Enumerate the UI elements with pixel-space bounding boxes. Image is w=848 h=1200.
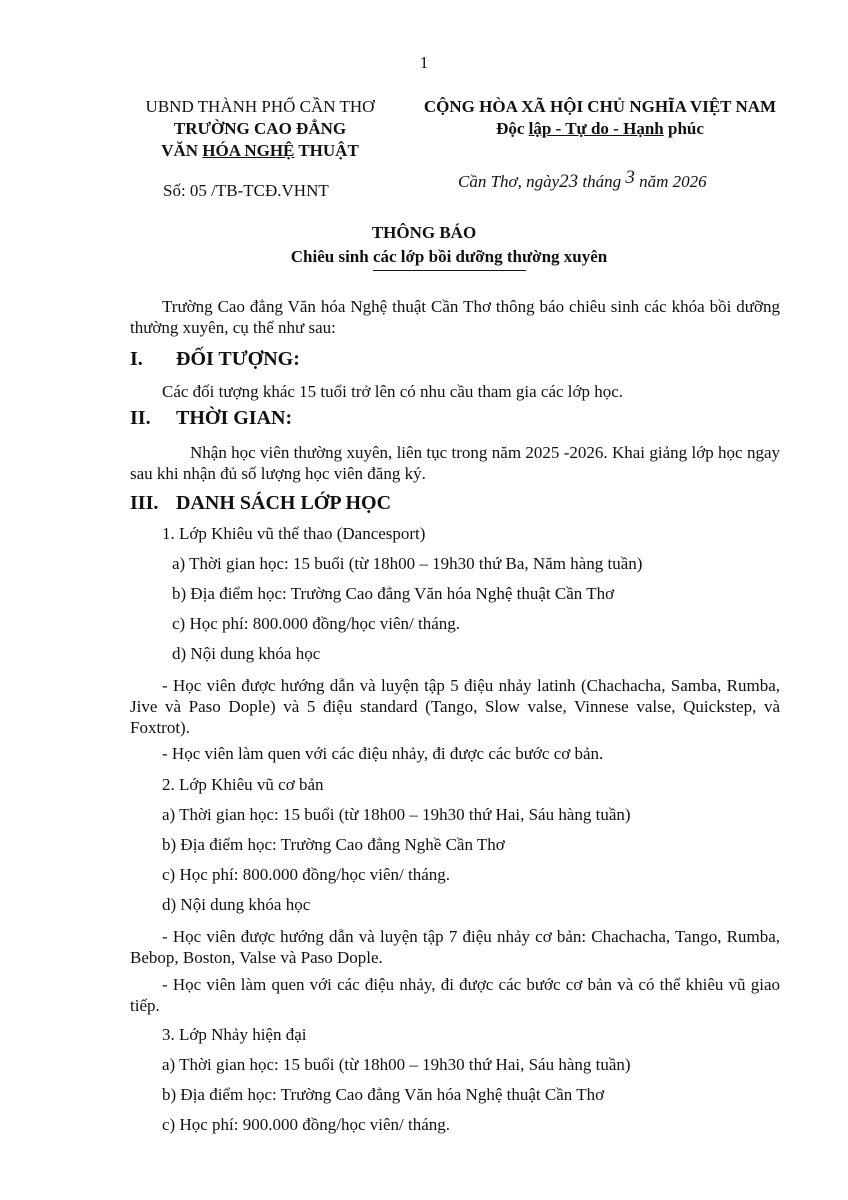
section-2-number: II.	[130, 407, 151, 429]
section-1-number: I.	[130, 348, 143, 370]
section-3-heading: DANH SÁCH LỚP HỌC	[176, 492, 392, 514]
class-1-fee: c) Học phí: 800.000 đồng/học viên/ tháng.	[172, 614, 461, 633]
intro-paragraph: Trường Cao đẳng Văn hóa Nghệ thuật Cần Thơ thông báo chiêu sinh các khóa bồi dưỡng thường xuyên, cụ thể như sau:	[130, 297, 780, 338]
class-2-content-1: - Học viên được hướng dẫn và luyện tập 7 điệu nhảy cơ bản: Chachacha, Tango, Rumba, Bebop, Boston, Valse và Paso Dople.	[130, 927, 780, 967]
class-1-location: b) Địa điểm học: Trường Cao đẳng Văn hóa Nghệ thuật Cần Thơ	[172, 584, 615, 603]
class-1-schedule: a) Thời gian học: 15 buổi (từ 18h00 – 19h30 thứ Ba, Năm hàng tuần)	[172, 554, 643, 573]
class-1-content-1: - Học viên được hướng dẫn và luyện tập 5 điệu nhảy latinh (Chachacha, Samba, Rumba, Jive và Paso Dople) và 5 điệu standard (Tango, Slow valse, Vinnese valse, Quickstep, và Foxtrot).	[130, 676, 780, 737]
class-3-location: b) Địa điểm học: Trường Cao đẳng Văn hóa Nghệ thuật Cần Thơ	[162, 1085, 605, 1104]
title-underline	[373, 270, 526, 271]
section-2-heading: THỜI GIAN:	[176, 407, 293, 429]
class-3-title: 3. Lớp Nhảy hiện đại	[162, 1025, 307, 1044]
class-1-content-label: d) Nội dung khóa học	[172, 644, 321, 663]
class-3-fee: c) Học phí: 900.000 đồng/học viên/ tháng.	[162, 1115, 451, 1134]
document-subtitle: Chiêu sinh các lớp bồi dưỡng thường xuyên	[290, 247, 608, 266]
section-2-text: Nhận học viên thường xuyên, liên tục trong năm 2025 -2026. Khai giảng lớp học ngay sau khi nhận đủ số lượng học viên đăng ký.	[130, 443, 780, 484]
class-2-location: b) Địa điểm học: Trường Cao đẳng Nghề Cần Thơ	[162, 835, 505, 854]
issuer-school-line1: TRƯỜNG CAO ĐẲNG	[173, 119, 347, 138]
document-date: Cần Thơ, ngày23 tháng 3 năm 2026	[458, 167, 707, 192]
class-2-schedule: a) Thời gian học: 15 buổi (từ 18h00 – 19h30 thứ Hai, Sáu hàng tuần)	[162, 805, 631, 824]
document-number: Số: 05 /TB-TCĐ.VHNT	[163, 181, 329, 200]
class-1-content-2: - Học viên làm quen với các điệu nhảy, đi được các bước cơ bản.	[162, 744, 604, 763]
section-3-number: III.	[130, 492, 159, 514]
class-2-content-label: d) Nội dung khóa học	[162, 895, 311, 914]
national-title: CỘNG HÒA XÃ HỘI CHỦ NGHĨA VIỆT NAM	[423, 97, 777, 116]
class-2-title: 2. Lớp Khiêu vũ cơ bản	[162, 775, 324, 794]
issuer-school-line2: VĂN HÓA NGHỆ THUẬT	[161, 141, 359, 160]
section-1-heading: ĐỐI TƯỢNG:	[176, 348, 300, 370]
class-2-content-2: - Học viên làm quen với các điệu nhảy, đi được các bước cơ bản và có thể khiêu vũ giao tiếp.	[130, 975, 780, 1015]
class-3-schedule: a) Thời gian học: 15 buổi (từ 18h00 – 19h30 thứ Hai, Sáu hàng tuần)	[162, 1055, 631, 1074]
class-1-title: 1. Lớp Khiêu vũ thể thao (Dancesport)	[162, 524, 426, 543]
page-number: 1	[419, 53, 429, 72]
national-motto: Độc lập - Tự do - Hạnh phúc	[496, 119, 704, 138]
section-1-text: Các đối tượng khác 15 tuổi trở lên có nhu cầu tham gia các lớp học.	[162, 382, 624, 401]
class-2-fee: c) Học phí: 800.000 đồng/học viên/ tháng.	[162, 865, 451, 884]
document-title: THÔNG BÁO	[371, 223, 477, 242]
issuer-authority: UBND THÀNH PHỐ CẦN THƠ	[145, 97, 375, 116]
